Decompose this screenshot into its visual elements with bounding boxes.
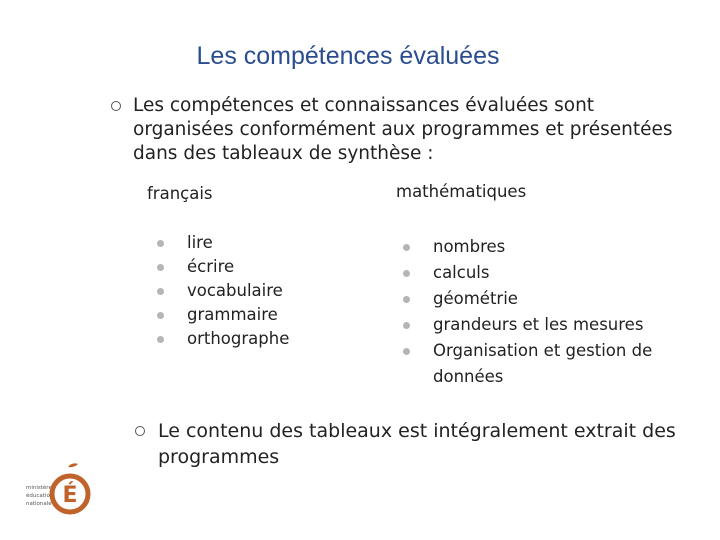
maths-list (403, 234, 693, 390)
list-item: vocabulaire (157, 279, 289, 303)
ring-bullet-icon (111, 101, 121, 111)
list-item: géométrie (403, 286, 693, 312)
bullet-dot-icon (403, 244, 410, 251)
ring-bullet-icon (135, 426, 145, 436)
logo-line-1: ministère (26, 485, 52, 491)
bullet-dot-icon (157, 336, 164, 343)
list-item: grammaire (157, 303, 289, 327)
ministere-logo-icon (24, 462, 94, 518)
outro-paragraph: Le contenu des tableaux est intégralement extrait des programmes (158, 420, 676, 468)
bullet-dot-icon (403, 322, 410, 329)
intro-paragraph: Les compétences et connaissances évaluées sont organisées conformément aux programmes et présentées dans des tableaux de synthèse : (133, 95, 673, 164)
logo-line-3: nationale (26, 501, 52, 507)
bullet-dot-icon (157, 240, 164, 247)
slide-title: Les compétences évaluées (196, 42, 500, 70)
list-item: grandeurs et les mesures (403, 312, 693, 338)
list-item: calculs (403, 260, 693, 286)
bullet-dot-icon (157, 312, 164, 319)
maths-heading: mathématiques (396, 182, 527, 201)
list-item: lire (157, 231, 289, 255)
francais-list (157, 231, 289, 351)
bullet-dot-icon (403, 348, 410, 355)
bullet-dot-icon (403, 296, 410, 303)
bullet-dot-icon (157, 288, 164, 295)
logo-line-2: éducation (26, 493, 54, 499)
list-item: orthographe (157, 327, 289, 351)
francais-heading: français (147, 184, 213, 203)
bullet-dot-icon (157, 264, 164, 271)
logo-letter: É (62, 483, 78, 508)
list-item: Organisation et gestion de données (403, 338, 693, 390)
list-item: nombres (403, 234, 693, 260)
bullet-dot-icon (403, 270, 410, 277)
list-item: écrire (157, 255, 289, 279)
